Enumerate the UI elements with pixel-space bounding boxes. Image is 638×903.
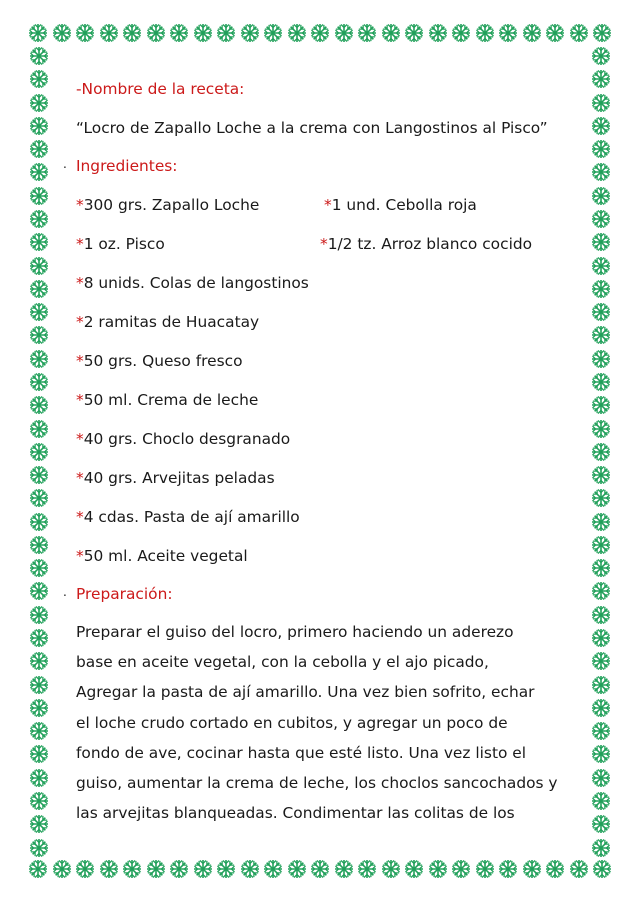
snowflake-icon	[591, 46, 611, 66]
preparation-line: el loche crudo cortado en cubitos, y agregar un poco de	[76, 713, 508, 732]
ingredients-label: Ingredientes:	[76, 157, 178, 175]
snowflake-icon	[451, 23, 471, 43]
preparation-label: Preparación:	[76, 585, 173, 603]
snowflake-icon	[591, 325, 611, 345]
snowflake-icon	[29, 232, 49, 252]
snowflake-icon	[591, 209, 611, 229]
snowflake-icon	[263, 859, 283, 879]
snowflake-icon	[591, 651, 611, 671]
snowflake-icon	[591, 69, 611, 89]
snowflake-icon	[122, 859, 142, 879]
snowflake-icon	[29, 791, 49, 811]
snowflake-icon	[75, 23, 95, 43]
snowflake-icon	[591, 139, 611, 159]
snowflake-icon	[591, 465, 611, 485]
snowflake-icon	[216, 23, 236, 43]
preparation-line: base en aceite vegetal, con la cebolla y el ajo picado,	[76, 653, 489, 672]
snowflake-icon	[522, 859, 542, 879]
snowflake-icon	[52, 23, 72, 43]
snowflake-icon	[591, 442, 611, 462]
snowflake-icon	[99, 859, 119, 879]
snowflake-icon	[193, 23, 213, 43]
ingredient-item: *8 unids. Colas de langostinos	[76, 274, 309, 292]
snowflake-icon	[404, 23, 424, 43]
snowflake-icon	[591, 581, 611, 601]
snowflake-icon	[263, 23, 283, 43]
ingredient-item: *1/2 tz. Arroz blanco cocido	[320, 235, 533, 253]
preparation-line: guiso, aumentar la crema de leche, los choclos sancochados y	[76, 774, 558, 792]
snowflake-icon	[29, 675, 49, 695]
snowflake-icon	[287, 23, 307, 43]
snowflake-icon	[591, 838, 611, 858]
snowflake-icon	[29, 488, 49, 508]
snowflake-icon	[357, 859, 377, 879]
snowflake-icon	[29, 628, 49, 648]
snowflake-icon	[240, 859, 260, 879]
snowflake-icon	[591, 419, 611, 439]
snowflake-icon	[29, 442, 49, 462]
snowflake-icon	[29, 256, 49, 276]
ingredient-item: *4 cdas. Pasta de ají amarillo	[76, 508, 300, 526]
snowflake-icon	[29, 651, 49, 671]
snowflake-icon	[29, 186, 49, 206]
ingredient-item: *50 ml. Aceite vegetal	[76, 547, 248, 565]
snowflake-icon	[592, 23, 612, 43]
snowflake-icon	[591, 349, 611, 369]
snowflake-icon	[29, 581, 49, 601]
snowflake-icon	[29, 535, 49, 555]
snowflake-icon	[591, 628, 611, 648]
snowflake-icon	[591, 302, 611, 322]
snowflake-icon	[29, 302, 49, 322]
snowflake-icon	[591, 162, 611, 182]
snowflake-icon	[75, 859, 95, 879]
snowflake-icon	[569, 23, 589, 43]
snowflake-icon	[404, 859, 424, 879]
snowflake-icon	[52, 859, 72, 879]
snowflake-icon	[29, 372, 49, 392]
recipe-name: “Locro de Zapallo Loche a la crema con Langostinos al Pisco”	[76, 119, 548, 137]
snowflake-icon	[334, 859, 354, 879]
snowflake-icon	[591, 512, 611, 532]
snowflake-icon	[122, 23, 142, 43]
snowflake-icon	[287, 859, 307, 879]
snowflake-icon	[29, 721, 49, 741]
snowflake-icon	[29, 93, 49, 113]
preparation-line: las arvejitas blanqueadas. Condimentar las colitas de los	[76, 804, 515, 823]
ingredient-item: *50 grs. Queso fresco	[76, 352, 243, 370]
snowflake-icon	[381, 23, 401, 43]
ingredient-item: *40 grs. Arvejitas peladas	[76, 469, 275, 487]
snowflake-icon	[29, 814, 49, 834]
snowflake-icon	[591, 558, 611, 578]
snowflake-icon	[28, 859, 48, 879]
snowflake-icon	[591, 605, 611, 625]
snowflake-icon	[545, 859, 565, 879]
snowflake-icon	[451, 859, 471, 879]
snowflake-icon	[29, 279, 49, 299]
snowflake-icon	[29, 605, 49, 625]
ingredient-item: *2 ramitas de Huacatay	[76, 313, 260, 331]
ingredient-item: *300 grs. Zapallo Loche	[76, 196, 260, 214]
snowflake-icon	[146, 23, 166, 43]
snowflake-icon	[591, 721, 611, 741]
preparation-line: Agregar la pasta de ají amarillo. Una vez bien sofrito, echar	[76, 683, 535, 702]
ingredients-heading	[63, 157, 178, 175]
snowflake-icon	[169, 23, 189, 43]
ingredient-item: *1 oz. Pisco	[76, 235, 165, 253]
snowflake-icon	[29, 349, 49, 369]
snowflake-icon	[28, 23, 48, 43]
ingredient-item: *1 und. Cebolla roja	[324, 196, 477, 214]
snowflake-icon	[29, 512, 49, 532]
ingredient-item: *40 grs. Choclo desgranado	[76, 430, 291, 448]
snowflake-icon	[522, 23, 542, 43]
ingredient-item: *50 ml. Crema de leche	[76, 391, 259, 409]
snowflake-icon	[29, 419, 49, 439]
snowflake-icon	[29, 465, 49, 485]
snowflake-icon	[99, 23, 119, 43]
snowflake-icon	[591, 395, 611, 415]
snowflake-icon	[428, 859, 448, 879]
snowflake-icon	[498, 23, 518, 43]
snowflake-icon	[29, 139, 49, 159]
snowflake-icon	[29, 162, 49, 182]
preparation-line: fondo de ave, cocinar hasta que esté listo. Una vez listo el	[76, 743, 527, 762]
snowflake-icon	[591, 768, 611, 788]
preparation-line: Preparar el guiso del locro, primero haciendo un aderezo	[76, 623, 514, 641]
snowflake-icon	[146, 859, 166, 879]
snowflake-icon	[592, 859, 612, 879]
bottom-border	[28, 858, 612, 880]
snowflake-icon	[498, 859, 518, 879]
snowflake-icon	[29, 768, 49, 788]
snowflake-icon	[29, 325, 49, 345]
snowflake-icon	[591, 372, 611, 392]
snowflake-icon	[591, 675, 611, 695]
snowflake-icon	[475, 23, 495, 43]
snowflake-icon	[591, 186, 611, 206]
snowflake-icon	[29, 209, 49, 229]
left-border	[28, 46, 50, 858]
recipe-name-label: -Nombre de la receta:	[76, 80, 245, 98]
snowflake-icon	[29, 558, 49, 578]
heading-bullet: .	[63, 157, 67, 171]
snowflake-icon	[591, 698, 611, 718]
snowflake-icon	[591, 116, 611, 136]
snowflake-icon	[591, 232, 611, 252]
snowflake-icon	[310, 23, 330, 43]
snowflake-icon	[381, 859, 401, 879]
snowflake-icon	[310, 859, 330, 879]
snowflake-icon	[29, 744, 49, 764]
snowflake-icon	[591, 488, 611, 508]
snowflake-icon	[29, 838, 49, 858]
snowflake-icon	[334, 23, 354, 43]
snowflake-icon	[428, 23, 448, 43]
snowflake-icon	[193, 859, 213, 879]
snowflake-icon	[591, 279, 611, 299]
snowflake-icon	[591, 744, 611, 764]
snowflake-icon	[29, 46, 49, 66]
snowflake-icon	[591, 791, 611, 811]
right-border	[590, 46, 612, 858]
snowflake-icon	[591, 535, 611, 555]
snowflake-icon	[591, 814, 611, 834]
snowflake-icon	[169, 859, 189, 879]
snowflake-icon	[29, 698, 49, 718]
snowflake-icon	[357, 23, 377, 43]
snowflake-icon	[216, 859, 236, 879]
snowflake-icon	[29, 395, 49, 415]
preparation-heading	[63, 585, 173, 603]
heading-bullet: .	[63, 585, 67, 599]
snowflake-icon	[591, 93, 611, 113]
snowflake-icon	[240, 23, 260, 43]
snowflake-icon	[29, 116, 49, 136]
snowflake-icon	[569, 859, 589, 879]
snowflake-icon	[475, 859, 495, 879]
top-border	[28, 22, 612, 44]
snowflake-icon	[545, 23, 565, 43]
snowflake-icon	[29, 69, 49, 89]
snowflake-icon	[591, 256, 611, 276]
